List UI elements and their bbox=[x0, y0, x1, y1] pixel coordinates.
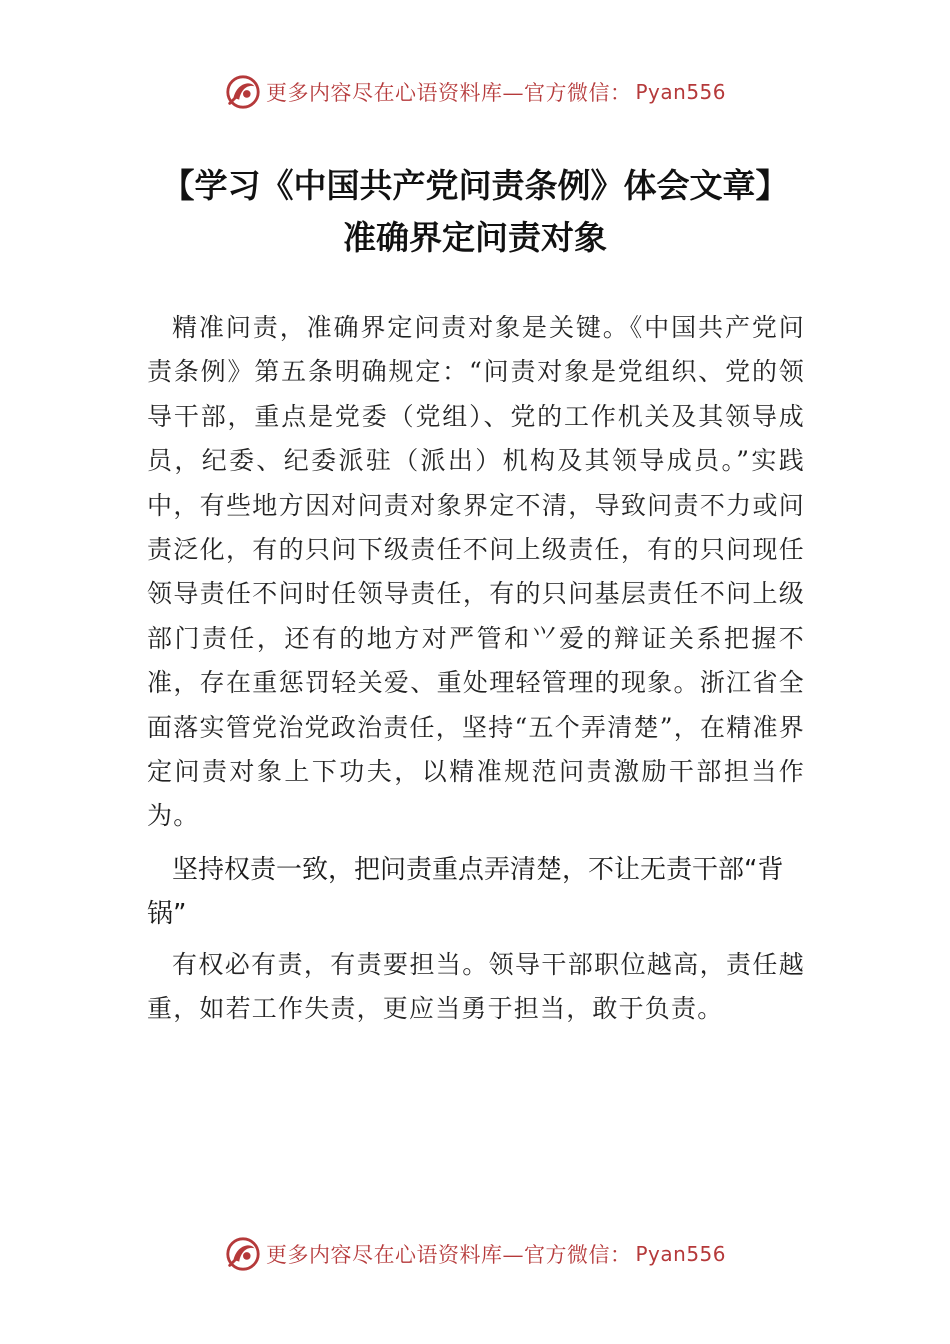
banner-wechat-id: Pyan556 bbox=[635, 80, 726, 104]
banner-wechat-id: Pyan556 bbox=[635, 1242, 726, 1266]
header-banner bbox=[0, 70, 950, 114]
red-orb-logo-icon bbox=[224, 1235, 262, 1273]
body-paragraph-1: 精准问责，准确界定问责对象是关键。《中国共产党问责条例》第五条明确规定：“问责对象是党组织、党的领导干部，重点是党委（党组）、党的工作机关及其领导成员，纪委、纪委派驻（派出）机构及其领导成员。”实践中，有些地方因对问责对象界定不清，导致问责不力或问责泛化，有的只问下级责任不问上级责任，有的只问现任领导责任不问时任领导责任，有的只问基层责任不问上级部门责任，还有的地方对严管和⺍爱的辩证关系把握不准，存在重惩罚轻关爱、重处理轻管理的现象。浙江省全面落实管党治党政治责任，坚持“五个弄清楚”，在精准界定问责对象上下功夫，以精准规范问责激励干部担当作为。 bbox=[147, 313, 805, 831]
document-title-line2: 准确界定问责对象 bbox=[343, 218, 607, 257]
document-title-line1: 【学习《中国共产党问责条例》体会文章】 bbox=[161, 166, 789, 205]
banner-text: 更多内容尽在心语资料库—官方微信： bbox=[265, 1243, 632, 1267]
footer-banner bbox=[0, 1232, 950, 1276]
section-heading: 坚持权责一致，把问责重点弄清楚，不让无责干部“背锅” bbox=[147, 855, 784, 929]
red-orb-logo-icon bbox=[224, 73, 262, 111]
banner-text: 更多内容尽在心语资料库—官方微信： bbox=[265, 81, 632, 105]
body-paragraph-2: 有权必有责，有责要担当。领导干部职位越高，责任越重，如若工作失责，更应当勇于担当，敢于负责。 bbox=[147, 950, 805, 1024]
